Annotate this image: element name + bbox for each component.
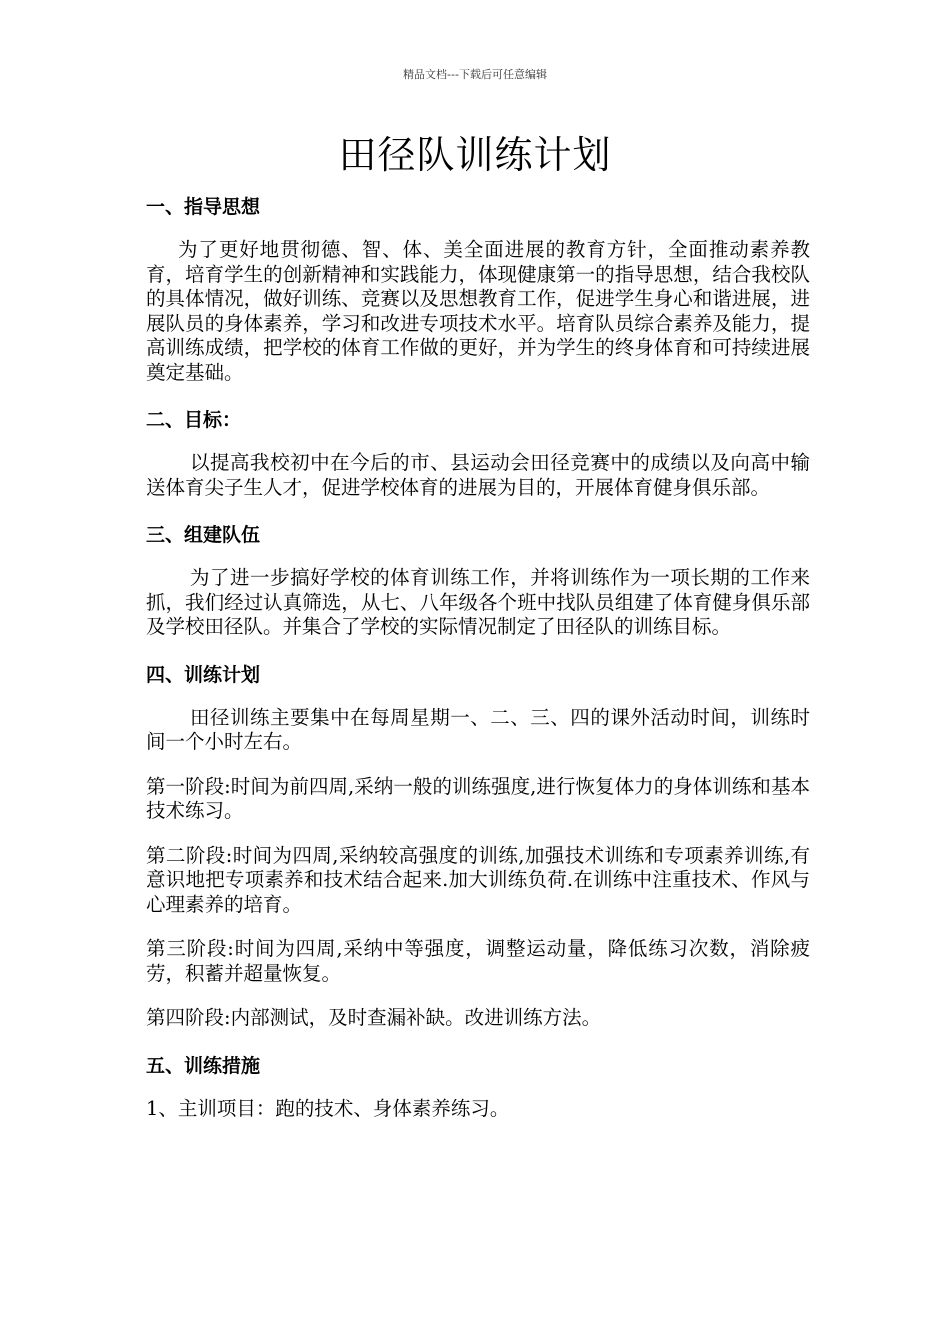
paragraph-training-schedule: 田径训练主要集中在每周星期一、二、三、四的课外活动时间，训练时间一个小时左右。 — [146, 705, 810, 753]
section-heading-goal: 二、目标： — [146, 409, 242, 431]
paragraph-guiding-thought: 为了更好地贯彻德、智、体、美全面进展的教育方针，全面推动素养教育，培育学生的创新精神和实践能力，体现健康第一的指导思想，结合我校队的具体情况，做好训练、竞赛以及思想教育工作，促进学生身心和谐进展，进展队员的身体素养，学习和改进专项技术水平。培育队员综合素养及能力，提高训练成绩，把学校的体育工作做的更好，并为学生的终身体育和可持续进展奠定基础。 — [146, 238, 810, 384]
paragraph-team-formation: 为了进一步搞好学校的体育训练工作，并将训练作为一项长期的工作来抓，我们经过认真筛选，从七、八年级各个班中找队员组建了体育健身俱乐部及学校田径队。并集合了学校的实际情况制定了田径队的训练目标。 — [146, 566, 810, 638]
paragraph-stage-4: 第四阶段:内部测试，及时查漏补缺。改进训练方法。 — [146, 1006, 602, 1029]
paragraph-stage-2: 第二阶段:时间为四周,采纳较高强度的训练,加强技术训练和专项素养训练,有意识地把专项素养和技术结合起来.加大训练负荷.在训练中注重技术、作风与心理素养的培育。 — [146, 843, 810, 916]
document-title: 田径队训练计划 — [338, 133, 612, 177]
paragraph-stage-3: 第三阶段:时间为四周,采纳中等强度，调整运动量，降低练习次数，消除疲劳，积蓄并超量恢复。 — [146, 937, 810, 985]
header-note: 精品文档---下载后可任意编辑 — [403, 68, 547, 81]
paragraph-stage-1: 第一阶段:时间为前四周,采纳一般的训练强度,进行恢复体力的身体训练和基本技术练习。 — [146, 774, 810, 822]
paragraph-goal: 以提高我校初中在今后的市、县运动会田径竞赛中的成绩以及向高中输送体育尖子生人才，促进学校体育的进展为目的，开展体育健身俱乐部。 — [146, 451, 810, 499]
section-heading-team-formation: 三、组建队伍 — [146, 524, 261, 546]
paragraph-measure-1: 1、主训项目：跑的技术、身体素养练习。 — [146, 1096, 510, 1120]
document-body — [146, 192, 810, 1141]
section-heading-training-plan: 四、训练计划 — [146, 663, 261, 686]
section-heading-guiding-thought: 一、指导思想 — [146, 196, 261, 218]
section-heading-training-measures: 五、训练措施 — [146, 1054, 261, 1077]
